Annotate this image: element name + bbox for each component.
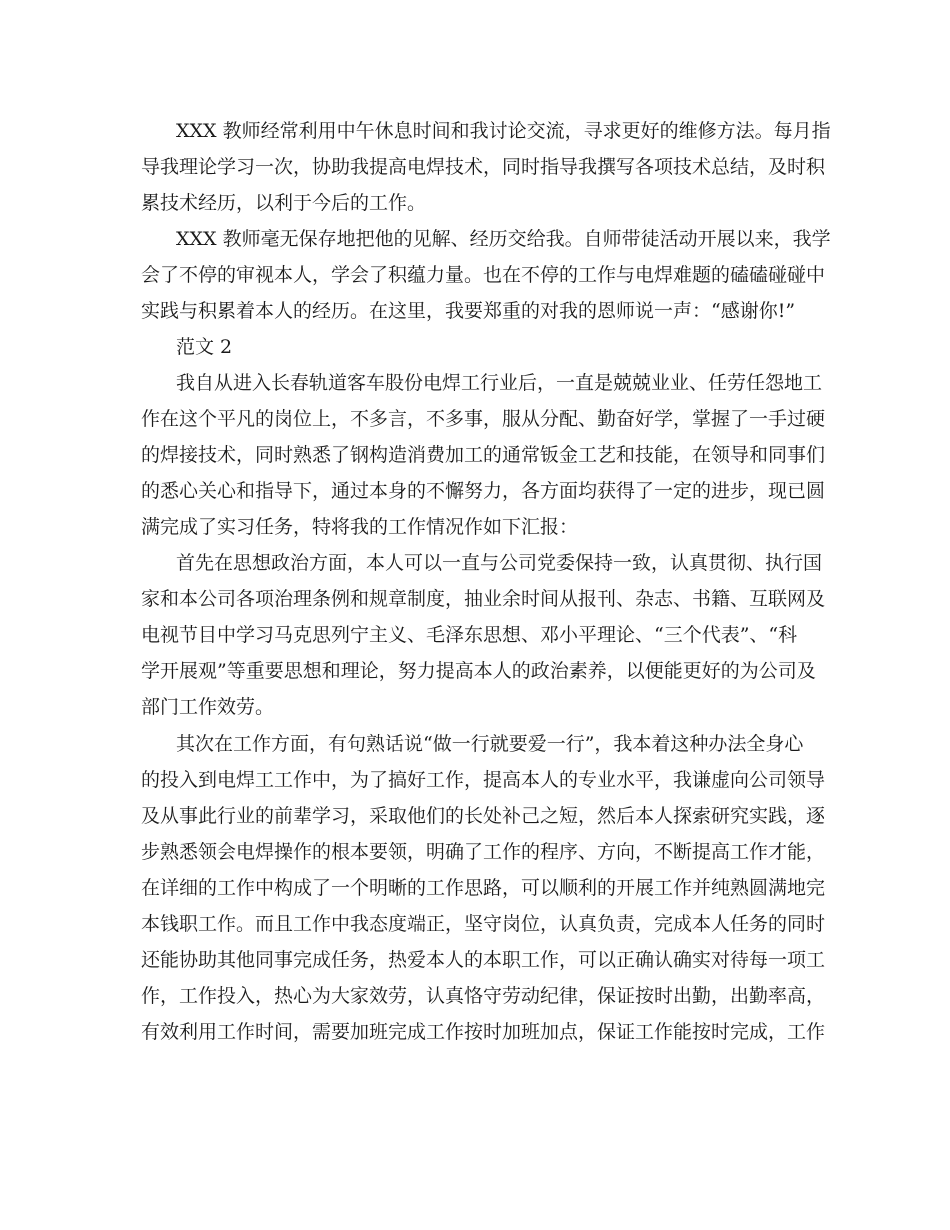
paragraph-3-line-2: 作在这个平凡的岗位上，不多言，不多事，服从分配、勤奋好学，掌握了一手过硬 (141, 408, 826, 430)
paragraph-1-line-2: 导我理论学习一次，协助我提高电焊技术，同时指导我撰写各项技术总结，及时积 (141, 156, 826, 178)
paragraph-1-line-3: 累技术经历，以利于今后的工作。 (141, 192, 427, 214)
paragraph-3-line-4: 的悉心关心和指导下，通过本身的不懈努力，各方面均获得了一定的进步，现已圆 (141, 480, 826, 502)
paragraph-4-line-5: 部门工作效劳。 (141, 696, 275, 718)
paragraph-5-line-3: 及从事此行业的前辈学习，采取他们的长处补己之短，然后本人探索研究实践，逐 (141, 805, 826, 827)
paragraph-5-line-4: 步熟悉领会电焊操作的根本要领，明确了工作的程序、方向，不断提高工作才能， (141, 841, 826, 863)
paragraph-5-line-8: 作，工作投入，热心为大家效劳，认真恪守劳动纪律，保证按时出勤，出勤率高， (141, 985, 826, 1007)
paragraph-4-line-1: 首先在思想政治方面，本人可以一直与公司党委保持一致，认真贯彻、执行国 (176, 552, 823, 574)
paragraph-2-line-1: XXX 教师毫无保存地把他的见解、经历交给我。自师带徒活动开展以来，我学 (176, 228, 831, 250)
paragraph-4-line-2: 家和本公司各项治理条例和规章制度，抽业余时间从报刊、杂志、书籍、互联网及 (141, 588, 826, 610)
paragraph-5-line-6: 本钱职工作。而且工作中我态度端正，坚守岗位，认真负责，完成本人任务的同时 (141, 913, 826, 935)
paragraph-5-line-1: 其次在工作方面，有句熟话说“做一行就要爱一行”，我本着这种办法全身心 (176, 733, 804, 755)
paragraph-5-line-2: 的投入到电焊工工作中，为了搞好工作，提高本人的专业水平，我谦虚向公司领导 (141, 769, 826, 791)
paragraph-3-line-5: 满完成了实习任务，特将我的工作情况作如下汇报： (141, 516, 579, 538)
paragraph-5-line-9: 有效利用工作时间，需要加班完成工作按时加班加点，保证工作能按时完成，工作 (141, 1021, 826, 1043)
paragraph-1-line-1: XXX 教师经常利用中午休息时间和我讨论交流，寻求更好的维修方法。每月指 (176, 120, 831, 142)
paragraph-4-line-4: 学开展观”等重要思想和理论，努力提高本人的政治素养，以便能更好的为公司及 (141, 660, 816, 682)
paragraph-5-line-5: 在详细的工作中构成了一个明晰的工作思路，可以顺利的开展工作并纯熟圆满地完 (141, 877, 826, 899)
paragraph-5-line-7: 还能协助其他同事完成任务，热爱本人的本职工作，可以正确认确实对待每一项工 (141, 949, 826, 971)
paragraph-2-line-2: 会了不停的审视本人，学会了积蕴力量。也在不停的工作与电焊难题的磕磕碰碰中 (141, 264, 826, 286)
paragraph-3-line-1: 我自从进入长春轨道客车股份电焊工行业后，一直是兢兢业业、任劳任怨地工 (176, 372, 823, 394)
paragraph-2-line-3: 实践与积累着本人的经历。在这里，我要郑重的对我的恩师说一声：“感谢你!” (141, 300, 796, 322)
section-heading: 范文 2 (176, 336, 233, 358)
paragraph-4-line-3: 电视节目中学习马克思列宁主义、毛泽东思想、邓小平理论、“三个代表”、“科 (141, 624, 798, 646)
paragraph-3-line-3: 的焊接技术，同时熟悉了钢构造消费加工的通常钣金工艺和技能，在领导和同事们 (141, 444, 826, 466)
